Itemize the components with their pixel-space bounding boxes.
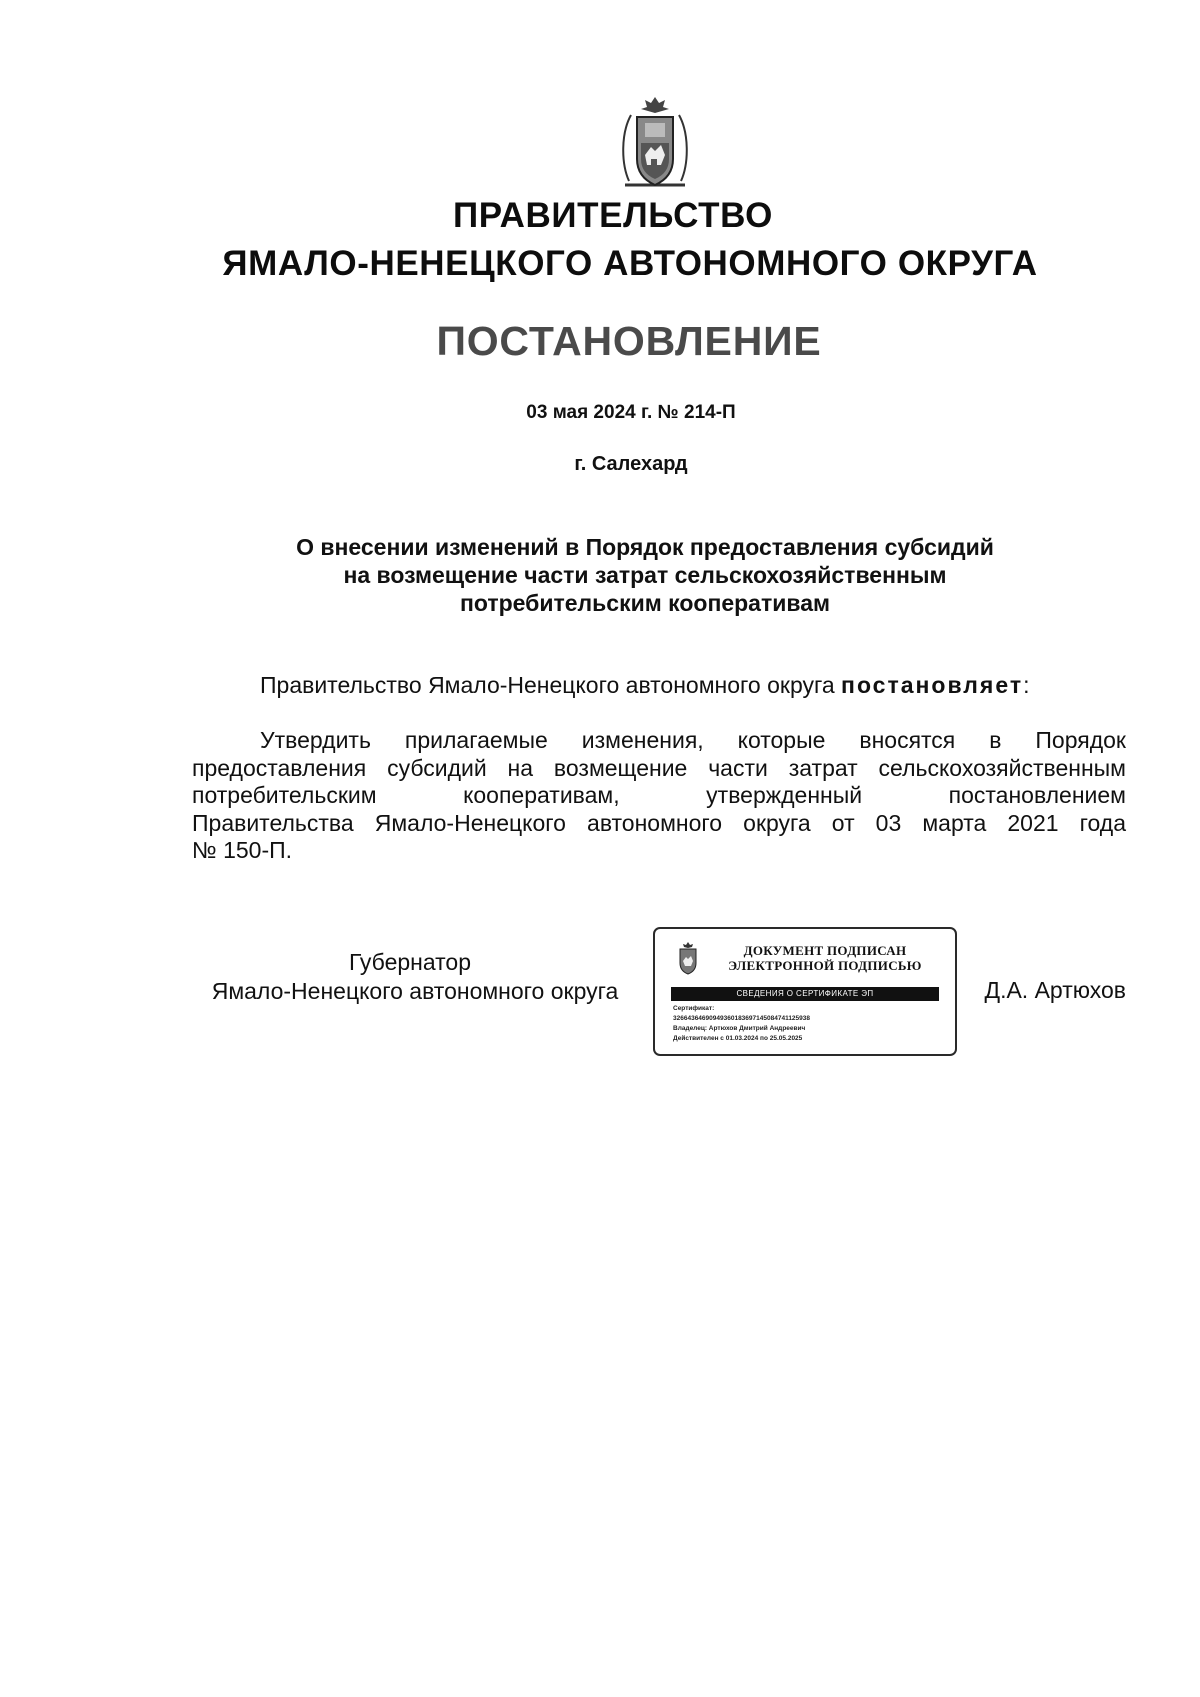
city: г. Салехард <box>574 453 688 475</box>
paragraph-line4: Правительства Ямало-Ненецкого автономного округа от 03 марта 2021 года <box>192 809 1126 836</box>
certificate-validity: Действителен с 01.03.2024 по 25.05.2025 <box>673 1035 803 1042</box>
stamp-coat-of-arms-icon <box>675 941 701 975</box>
certificate-owner: Владелец: Артюхов Дмитрий Андреевич <box>673 1025 806 1032</box>
subject-line2: на возмещение части затрат сельскохозяйственным <box>343 562 947 588</box>
stamp-heading <box>725 943 925 973</box>
government-title-line1: ПРАВИТЕЛЬСТВО <box>453 196 773 235</box>
paragraph-line1: Утвердить прилагаемые изменения, которые вносятся в Порядок <box>260 727 1126 753</box>
preamble-verb: постановляет <box>841 672 1024 698</box>
preamble <box>260 672 1029 699</box>
signatory-title <box>190 948 640 1006</box>
government-title <box>0 192 1200 288</box>
certificate-info-bar: СВЕДЕНИЯ О СЕРТИФИКАТЕ ЭП <box>671 987 939 1001</box>
document-type: ПОСТАНОВЛЕНИЕ <box>436 318 822 364</box>
stamp-heading-line2: ЭЛЕКТРОННОЙ ПОДПИСЬЮ <box>728 958 922 973</box>
coat-of-arms-icon <box>615 93 695 195</box>
signatory-title-line2: Ямало-Ненецкого автономного округа <box>211 978 619 1004</box>
certificate-label: Сертификат: <box>673 1005 715 1012</box>
signer-name: Д.А. Артюхов <box>984 977 1126 1003</box>
paragraph-line5: № 150-П. <box>192 837 293 863</box>
paragraph-line3: потребительским кооперативам, утвержденный постановлением <box>192 782 1126 808</box>
certificate-number: 32664364690949360183697145084741125938 <box>673 1015 811 1022</box>
document-subject <box>200 533 1090 617</box>
stamp-heading-line1: ДОКУМЕНТ ПОДПИСАН <box>743 943 907 958</box>
electronic-signature-stamp <box>653 927 957 1056</box>
government-title-line2: ЯМАЛО-НЕНЕЦКОГО АВТОНОМНОГО ОКРУГА <box>222 244 1038 283</box>
preamble-end: : <box>1023 672 1030 698</box>
subject-line3: потребительским кооперативам <box>459 590 831 616</box>
preamble-text: Правительство Ямало-Ненецкого автономного округа <box>260 672 842 698</box>
date-and-number: 03 мая 2024 г. № 214-П <box>526 402 736 423</box>
certificate-details <box>673 1004 943 1044</box>
resolution-paragraph <box>192 727 1126 865</box>
paragraph-line2: предоставления субсидий на возмещение части затрат сельскохозяйственным <box>192 754 1126 781</box>
subject-line1: О внесении изменений в Порядок предоставления субсидий <box>296 534 994 560</box>
signatory-title-line1: Губернатор <box>348 949 472 975</box>
